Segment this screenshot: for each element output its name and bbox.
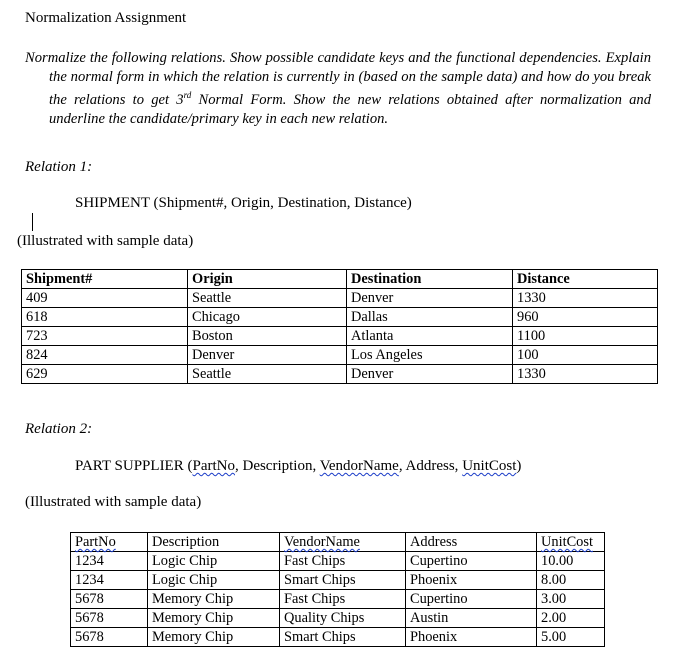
- table-cell: 5678: [71, 628, 148, 647]
- table-cell: 629: [22, 365, 188, 384]
- table-row: [71, 628, 605, 647]
- schema-text: ): [516, 458, 522, 474]
- table-cell: Memory Chip: [148, 590, 280, 609]
- table-cell: Logic Chip: [148, 552, 280, 571]
- table-cell: Logic Chip: [148, 571, 280, 590]
- table-header-row: [22, 270, 658, 289]
- table-cell: 3.00: [537, 590, 605, 609]
- schema-unitcost: UnitCost: [462, 458, 517, 474]
- table-cell: Seattle: [188, 365, 347, 384]
- table-row: [71, 552, 605, 571]
- relation-1-schema: SHIPMENT (Shipment#, Origin, Destination, Distance): [75, 195, 412, 211]
- schema-vendorname: VendorName: [319, 458, 399, 474]
- table-cell: 824: [22, 346, 188, 365]
- table-cell: 409: [22, 289, 188, 308]
- relation-2-label: Relation 2:: [25, 421, 93, 437]
- table-cell: 1100: [513, 327, 658, 346]
- table-cell: Los Angeles: [347, 346, 513, 365]
- table-row: [22, 327, 658, 346]
- header-cell: UnitCost: [537, 533, 605, 552]
- header-cell: Distance: [513, 270, 658, 289]
- document-title: Normalization Assignment: [25, 10, 187, 26]
- table-cell: Fast Chips: [280, 552, 406, 571]
- relation-2-schema: [75, 458, 521, 475]
- table-cell: Denver: [347, 365, 513, 384]
- table-cell: Fast Chips: [280, 590, 406, 609]
- header-cell: VendorName: [280, 533, 406, 552]
- table-cell: 1330: [513, 289, 658, 308]
- header-cell: Description: [148, 533, 280, 552]
- table-cell: 2.00: [537, 609, 605, 628]
- table-cell: 100: [513, 346, 658, 365]
- header-cell: Address: [406, 533, 537, 552]
- header-cell: Shipment#: [22, 270, 188, 289]
- table-cell: Atlanta: [347, 327, 513, 346]
- table-cell: 8.00: [537, 571, 605, 590]
- table-cell: 618: [22, 308, 188, 327]
- table-cell: 1330: [513, 365, 658, 384]
- table-cell: Austin: [406, 609, 537, 628]
- table-cell: Cupertino: [406, 552, 537, 571]
- table-cell: Smart Chips: [280, 628, 406, 647]
- table-cell: Denver: [188, 346, 347, 365]
- table-row: [71, 590, 605, 609]
- table-cell: 5678: [71, 590, 148, 609]
- table-cell: 10.00: [537, 552, 605, 571]
- schema-text: PART SUPPLIER (: [75, 458, 193, 474]
- table-row: [22, 289, 658, 308]
- table-cell: Seattle: [188, 289, 347, 308]
- table-cell: 5.00: [537, 628, 605, 647]
- relation-2-illustrated-note: (Illustrated with sample data): [25, 494, 202, 510]
- table-cell: Phoenix: [406, 571, 537, 590]
- table-cell: 5678: [71, 609, 148, 628]
- table-row: [22, 308, 658, 327]
- table-cell: Boston: [188, 327, 347, 346]
- table-cell: 960: [513, 308, 658, 327]
- header-cell: Destination: [347, 270, 513, 289]
- table-row: [22, 365, 658, 384]
- table-cell: 1234: [71, 552, 148, 571]
- header-cell: PartNo: [71, 533, 148, 552]
- table-cell: Phoenix: [406, 628, 537, 647]
- table-cell: 723: [22, 327, 188, 346]
- relation-1-label: Relation 1:: [25, 159, 93, 175]
- schema-partno: PartNo: [192, 458, 235, 474]
- table-header-row: [71, 533, 605, 552]
- table-cell: Smart Chips: [280, 571, 406, 590]
- table-row: [22, 346, 658, 365]
- relation-1-illustrated-note: (Illustrated with sample data): [17, 233, 194, 249]
- table-cell: 1234: [71, 571, 148, 590]
- table-cell: Chicago: [188, 308, 347, 327]
- shipment-table: [21, 269, 658, 384]
- table-cell: Memory Chip: [148, 609, 280, 628]
- table-cell: Denver: [347, 289, 513, 308]
- text-cursor: [32, 213, 33, 231]
- table-cell: Memory Chip: [148, 628, 280, 647]
- schema-text: , Address,: [398, 458, 463, 474]
- part-supplier-table: [70, 532, 605, 647]
- schema-text: , Description,: [234, 458, 320, 474]
- table-row: [71, 609, 605, 628]
- table-cell: Dallas: [347, 308, 513, 327]
- table-cell: Quality Chips: [280, 609, 406, 628]
- header-cell: Origin: [188, 270, 347, 289]
- table-cell: Cupertino: [406, 590, 537, 609]
- table-row: [71, 571, 605, 590]
- instructions-paragraph: Normalize the following relations. Show possible candidate keys and the functional dependencies. Explain the normal form in which the relation is currently in (based on the sample data) and how do you break the relations to get 3rd Normal Form. Show the new relations obtained after normalization and underline the candidate/primary key in each new relation.: [25, 50, 651, 127]
